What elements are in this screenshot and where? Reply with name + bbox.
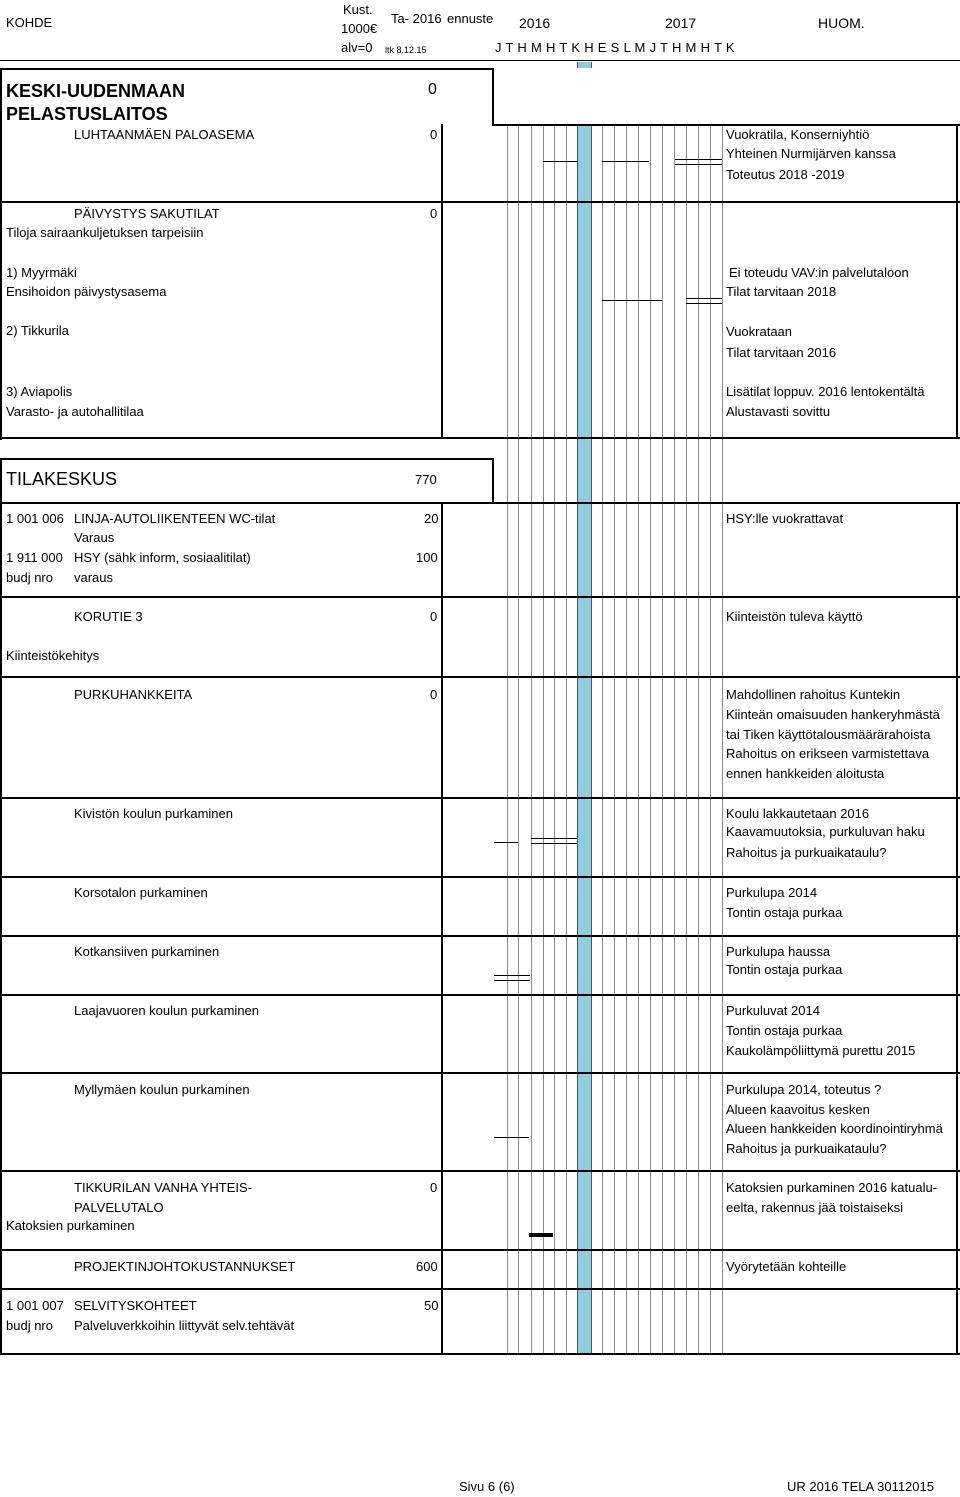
current-month-marker [577,62,592,68]
projekti-cost: 600 [416,1259,438,1274]
korsotalo-note-1: Purkulupa 2014 [726,885,818,900]
purku-note-3: tai Tiken käyttötalousmäärärahoista [726,727,931,742]
border [0,68,494,70]
gantt-bar-double [531,838,577,844]
border [492,124,960,126]
header-ta: Ta- 2016 [391,11,442,26]
border [956,502,958,1355]
tilakeskus-cost: 770 [415,472,437,487]
purku-name: PURKUHANKKEITA [74,687,193,702]
luhtaa-note-2: Yhteinen Nurmijärven kanssa [726,146,896,161]
border [0,1288,960,1290]
korutie-cost: 0 [430,609,438,624]
tikkurilan-name-2: PALVELUTALO [74,1200,164,1215]
header-kust-3: alv=0 [341,40,373,55]
purku-note-2: Kiinteän omaisuuden hankeryhmästä [726,707,940,722]
purku-cost: 0 [430,687,438,702]
korutie-name: KORUTIE 3 [74,609,143,624]
border [0,458,494,460]
luhtaa-note-1: Vuokratila, Konserniyhtiö [726,127,870,142]
row1-note: HSY:lle vuokrattavat [726,511,844,526]
section-title-2: PELASTUSLAITOS [6,104,168,124]
border [956,201,958,439]
border [0,1249,960,1251]
tikkurila-note-1: Vuokrataan [726,324,793,339]
header-year-2016: 2016 [519,15,551,31]
selv-sub: Palveluverkkoihin liittyvät selv.tehtävät [74,1318,295,1333]
luhtaa-name: LUHTAANMÄEN PALOASEMA [74,127,255,142]
myllymaki-note-2: Alueen kaavoitus kesken [726,1102,870,1117]
kivisto-name: Kivistön koulun purkaminen [74,806,233,821]
grid-line [686,124,687,1353]
border [956,124,958,202]
sakutilat-name: PÄIVYSTYS SAKUTILAT [74,206,220,221]
myllymaki-name: Myllymäen koulun purkaminen [74,1082,250,1097]
gantt-bar [494,1137,529,1138]
grid-line [543,124,544,1353]
header-kust-1: Kust. [343,2,373,17]
row2-code2: budj nro [6,570,53,585]
selv-code2: budj nro [6,1318,53,1333]
kivisto-note-1: Koulu lakkautetaan 2016 [726,806,870,821]
tikkurila-name: 2) Tikkurila [6,323,69,338]
grid-line [674,124,675,1353]
current-month-column [577,124,592,1353]
tikkurila-note-2: Tilat tarvitaan 2016 [726,345,837,360]
aviapolis-note-2: Alustavasti sovittu [726,404,831,419]
myyrmaki-sub: Ensihoidon päivystysasema [6,284,167,299]
projekti-name: PROJEKTINJOHTOKUSTANNUKSET [74,1259,296,1274]
kotkansiiven-name: Kotkansiiven purkaminen [74,944,220,959]
footer-page: Sivu 6 (6) [459,1479,515,1494]
grid-line [602,124,603,1353]
border [492,68,494,126]
selv-code: 1 001 007 [6,1298,64,1313]
korutie-sub: Kiinteistökehitys [6,648,100,663]
sakutilat-sub: Tiloja sairaankuljetuksen tarpeisiin [6,225,204,240]
gantt-bar-double [675,159,722,165]
border [441,124,443,439]
grid-line [518,124,519,1353]
aviapolis-sub: Varasto- ja autohallitilaa [6,404,144,419]
gantt-bar-thick [529,1233,553,1237]
projekti-note: Vyörytetään kohteille [726,1259,847,1274]
border [492,458,494,504]
border [0,1072,960,1074]
myyrmaki-note-1: Ei toteudu VAV:in palvelutaloon [729,265,909,280]
row2-code: 1 911 000 [6,550,63,565]
purku-note-1: Mahdollinen rahoitus Kuntekin [726,687,901,702]
aviapolis-name: 3) Aviapolis [6,384,73,399]
header-ta-sub: ltk 8.12.15 [385,45,427,55]
korsotalo-note-2: Tontin ostaja purkaa [726,905,843,920]
row2-sub: varaus [74,570,114,585]
border [0,994,960,996]
laajavuori-name: Laajavuoren koulun purkaminen [74,1003,260,1018]
border [0,201,960,203]
laajavuori-note-3: Kaukolämpöliittymä purettu 2015 [726,1043,916,1058]
grid-line [507,124,508,1353]
border [441,502,443,1355]
myllymaki-note-4: Rahoitus ja purkuaikataulu? [726,1141,887,1156]
border [0,676,960,678]
gantt-bar-double [686,298,722,304]
grid-line [614,124,615,1353]
gantt-bar [494,842,518,843]
laajavuori-note-1: Purkuluvat 2014 [726,1003,820,1018]
laajavuori-note-2: Tontin ostaja purkaa [726,1023,843,1038]
purku-note-4: Rahoitus on erikseen varmistettava [726,746,930,761]
myllymaki-note-1: Purkulupa 2014, toteutus ? [726,1082,882,1097]
luhtaa-note-3: Toteutus 2018 -2019 [726,167,845,182]
grid-line [710,124,711,1353]
gantt-bar [602,161,649,162]
selv-cost: 50 [424,1298,439,1313]
header-huom: HUOM. [818,15,865,31]
grid-line [722,124,723,1353]
border [0,596,960,598]
aviapolis-note-1: Lisätilat loppuv. 2016 lentokentältä [726,384,925,399]
header-divider [0,60,960,61]
border [0,935,960,937]
border [0,458,2,1355]
purku-note-5: ennen hankkeiden aloitusta [726,766,885,781]
tikkurilan-name-1: TIKKURILAN VANHA YHTEIS- [74,1180,252,1195]
border [0,1170,960,1172]
gantt-bar [602,300,662,301]
tikkurilan-cost: 0 [430,1180,438,1195]
grid-line [650,124,651,1353]
grid-line [531,124,532,1353]
row1-cost: 20 [424,511,439,526]
myllymaki-note-3: Alueen hankkeiden koordinointiryhmä [726,1121,943,1136]
footer-doc: UR 2016 TELA 30112015 [787,1479,934,1494]
kotkansiiven-note-2: Tontin ostaja purkaa [726,962,843,977]
tikkurilan-sub: Katoksien purkaminen [6,1218,135,1233]
tilakeskus-title: TILAKESKUS [6,469,118,489]
border [0,68,2,440]
gantt-bar [543,161,578,162]
border [0,876,960,878]
row1-name: LINJA-AUTOLIIKENTEEN WC-tilat [74,511,276,526]
border [0,797,960,799]
header-ennuste: ennuste [447,11,494,26]
section-title-1: KESKI-UUDENMAAN [6,81,185,101]
gantt-bar-double [494,975,530,981]
row2-cost: 100 [416,550,438,565]
selv-name: SELVITYSKOHTEET [74,1298,197,1313]
myyrmaki-note-2: Tilat tarvitaan 2018 [726,284,837,299]
grid-line [662,124,663,1353]
tikkurilan-note-1: Katoksien purkaminen 2016 katualu- [726,1180,938,1195]
kivisto-note-3: Rahoitus ja purkuaikataulu? [726,845,887,860]
sakutilat-cost: 0 [430,206,438,221]
kivisto-note-2: Kaavamuutoksia, purkuluvan haku [726,824,925,839]
luhtaa-cost: 0 [430,127,438,142]
myyrmaki-name: 1) Myyrmäki [6,265,77,280]
grid-line [626,124,627,1353]
row1-sub: Varaus [74,530,115,545]
header-kohde: KOHDE [6,15,53,30]
korsotalo-name: Korsotalon purkaminen [74,885,208,900]
header-year-2017: 2017 [665,15,697,31]
border [0,1353,960,1355]
border [0,437,960,439]
header-months: J T H M H T K H E S L M J T H M H T K [495,40,735,55]
tikkurilan-note-2: eelta, rakennus jää toistaiseksi [726,1200,904,1215]
section-cost: 0 [428,81,437,98]
row1-code: 1 001 006 [6,511,64,526]
border [0,502,960,504]
kotkansiiven-note-1: Purkulupa haussa [726,944,831,959]
grid-line [566,124,567,1353]
grid-line [698,124,699,1353]
grid-line [554,124,555,1353]
korutie-note: Kiinteistön tuleva käyttö [726,609,863,624]
header-kust-2: 1000€ [341,21,378,36]
row2-name: HSY (sähk inform, sosiaalitilat) [74,550,251,565]
grid-line [638,124,639,1353]
